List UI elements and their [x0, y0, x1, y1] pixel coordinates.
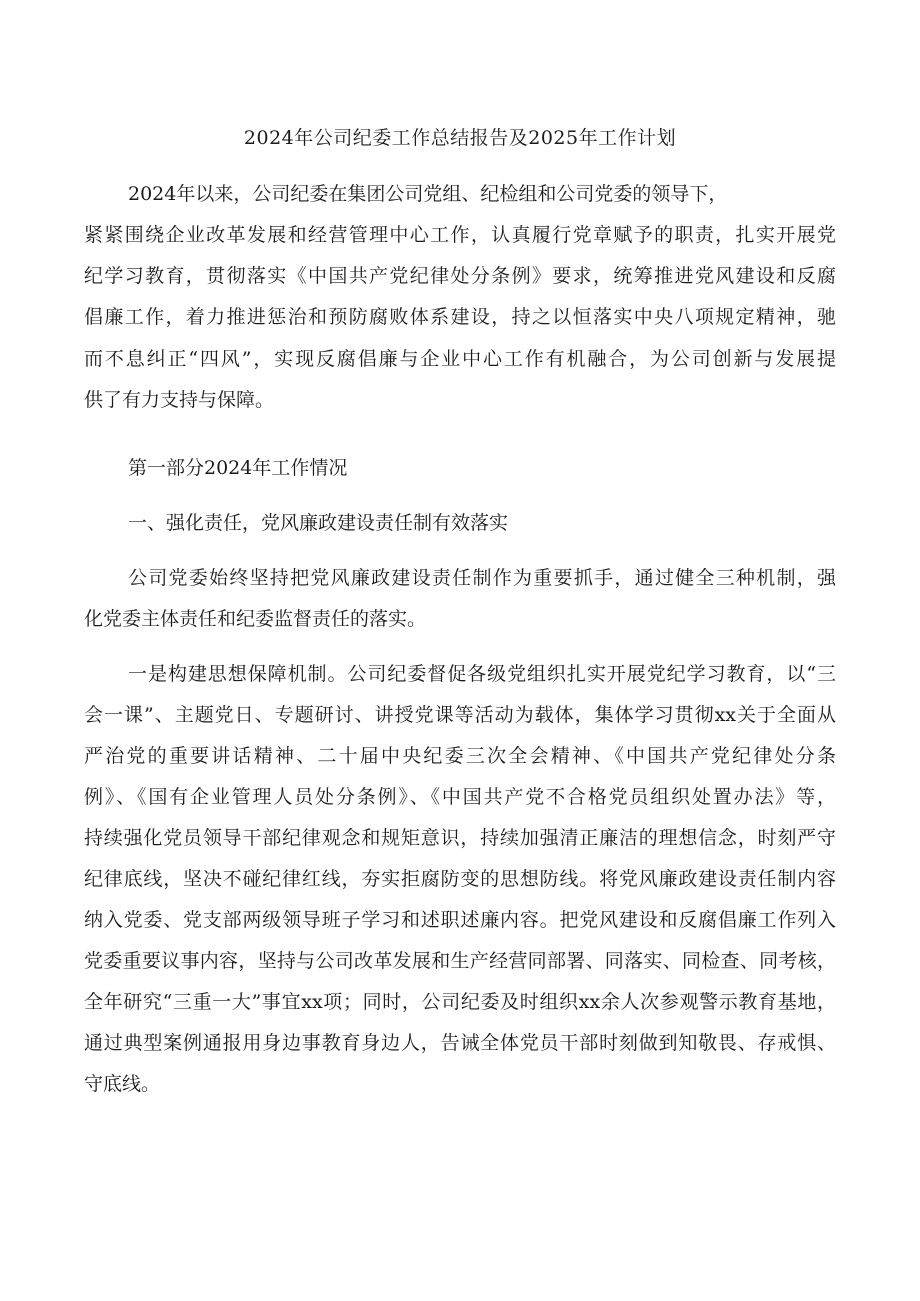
intro-line: 供了有力支持与保障。	[84, 389, 275, 411]
document-title: 2024年公司纪委工作总结报告及2025年工作计划	[243, 127, 677, 149]
mechanism-one-line: 纳入党委、党支部两级领导班子学习和述职述廉内容。把党风建设和反腐倡廉工作列入	[84, 909, 836, 931]
mechanism-one-line: 会一课”、主题党日、专题研讨、讲授党课等活动为载体，集体学习贯彻xx关于全面从	[84, 704, 836, 726]
mechanism-one-line: 纪律底线，坚决不碰纪律红线，夯实拒腐防变的思想防线。将党风廉政建设责任制内容	[84, 868, 836, 890]
section-one-heading: 一、强化责任，党风廉政建设责任制有效落实	[128, 512, 509, 534]
intro-line: 而不息纠正“四风”，实现反腐倡廉与企业中心工作有机融合，为公司创新与发展提	[84, 348, 836, 370]
intro-line: 紧紧围绕企业改革发展和经营管理中心工作，认真履行党章赋予的职责，扎实开展党	[84, 224, 836, 246]
mechanism-one-line: 例》、《国有企业管理人员处分条例》、《中国共产党不合格党员组织处置办法》等，	[84, 786, 836, 808]
section-one-intro-line: 化党委主体责任和纪委监督责任的落实。	[84, 608, 427, 630]
intro-line: 纪学习教育，贯彻落实《中国共产党纪律处分条例》要求，统筹推进党风建设和反腐	[84, 265, 836, 287]
mechanism-one-line: 党委重要议事内容，坚持与公司改革发展和生产经营同部署、同落实、同检查、同考核，	[84, 950, 836, 972]
mechanism-one-line: 一是构建思想保障机制。公司纪委督促各级党组织扎实开展党纪学习教育，以“三	[128, 663, 836, 685]
intro-line: 2024年以来，公司纪委在集团公司党组、纪检组和公司党委的领导下，	[128, 183, 728, 205]
intro-line: 倡廉工作，着力推进惩治和预防腐败体系建设，持之以恒落实中央八项规定精神，驰	[84, 306, 836, 328]
mechanism-one-line: 持续强化党员领导干部纪律观念和规矩意识，持续加强清正廉洁的理想信念，时刻严守	[84, 827, 836, 849]
part-one-heading: 第一部分2024年工作情况	[128, 457, 348, 479]
mechanism-one-line: 全年研究“三重一大”事宜xx项；同时，公司纪委及时组织xx余人次参观警示教育基地，	[84, 991, 836, 1013]
section-one-intro-line: 公司党委始终坚持把党风廉政建设责任制作为重要抓手，通过健全三种机制，强	[128, 567, 836, 589]
mechanism-one-line: 通过典型案例通报用身边事教育身边人，告诫全体党员干部时刻做到知敬畏、存戒惧、	[84, 1032, 836, 1054]
mechanism-one-line: 严治党的重要讲话精神、二十届中央纪委三次全会精神、《中国共产党纪律处分条	[84, 745, 836, 767]
mechanism-one-line: 守底线。	[84, 1073, 161, 1095]
